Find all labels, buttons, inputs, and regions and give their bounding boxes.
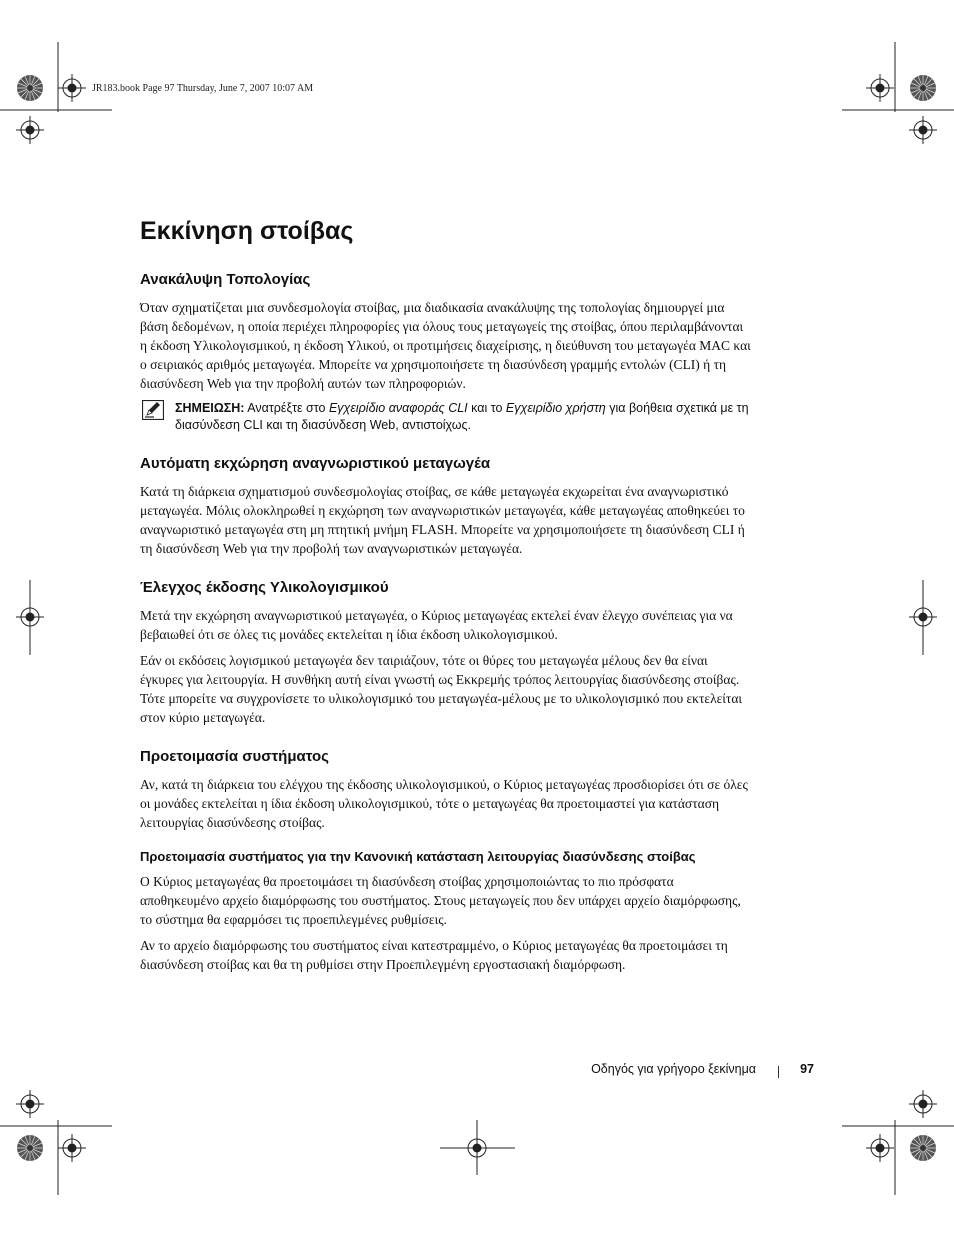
paragraph: Κατά τη διάρκεια σχηματισμού συνδεσμολογίας στοίβας, σε κάθε μεταγωγέα εκχωρείται ένα αναγνωριστικό μεταγωγέα. Μόλις ολοκληρωθεί η εκχώρηση των αναγνωριστικών μεταγωγέα, κάθε μεταγωγέας αποθηκεύει το αναγνωριστικό μεταγωγέα στη μη πτητική μνήμη FLASH. Μπορείτε να χρησιμοποιήσετε τη διασύνδεση CLI ή τη διασύνδεση Web για την προβολή των αναγνωριστικών μεταγωγέα.: [140, 484, 745, 556]
subsection-heading: Προετοιμασία συστήματος για την Κανονική κατάσταση λειτουργίας διασύνδεσης στοίβας: [140, 849, 696, 864]
section-heading: Αυτόματη εκχώρηση αναγνωριστικού μεταγωγέα: [140, 455, 491, 472]
paragraph: Μετά την εκχώρηση αναγνωριστικού μεταγωγέα, ο Κύριος μεταγωγέας εκτελεί έναν έλεγχο συνέπειας για να βεβαιωθεί ότι σε όλες τις μονάδες εκτελείται η ίδια έκδοση υλικολογισμικού.: [140, 608, 733, 642]
section-heading: Ανακάλυψη Τοπολογίας: [140, 271, 311, 288]
note-text-2: και το: [471, 401, 503, 415]
subsection-normal-mode: [140, 848, 752, 974]
page-footer: [560, 1062, 820, 1082]
paragraph: Εάν οι εκδόσεις λογισμικού μεταγωγέα δεν ταιριάζουν, τότε οι θύρες του μεταγωγέα μέλους δεν θα είναι έγκυρες για λειτουργία. Η συνθήκη αυτή είναι γνωστή ως Εκκρεμής τρόπος λειτουργίας διασύνδεσης στοίβας. Τότε μπορείτε να συγχρονίσετε το υλικολογισμικό του μεταγωγέα-μέλους με το υλικολογισμικό που εκτελείται στον κύριο μεταγωγέα.: [140, 653, 743, 725]
footer-separator: [778, 1066, 779, 1078]
paragraph: Όταν σχηματίζεται μια συνδεσμολογία στοίβας, μια διαδικασία ανακάλυψης της τοπολογίας δημιουργεί μια βάση δεδομένων, η οποία περιέχει πληροφορίες για όλους τους μεταγωγείς της στοίβας, όπου περιλαμβάνονται η έκδοση Υλικολογισμικού, η έκδοση Υλικού, οι προτιμήσεις διαχείρισης, η διεύθυνση του μεταγωγέα MAC και ο σειριακός αριθμός μεταγωγέα. Μπορείτε να χρησιμοποιήσετε τη διασύνδεση γραμμής εντολών (CLI) ή τη διασύνδεση Web για την προβολή αυτών των πληροφοριών.: [140, 300, 751, 391]
paragraph: Ο Κύριος μεταγωγέας θα προετοιμάσει τη διασύνδεση στοίβας χρησιμοποιώντας το πιο πρόσφατα αποθηκευμένο αρχείο διαμόρφωσης του συστήματος. Στους μεταγωγείς που δεν υπάρχει αρχείο διαμόρφωσης, το σύστημα θα εφαρμόσει τις προεπιλεγμένες ρυθμίσεις.: [140, 874, 741, 927]
section-system-prep: [140, 747, 752, 974]
page-title: Εκκίνηση στοίβας: [140, 217, 354, 245]
note-reference-user-guide: Εγχειρίδιο χρήστη: [505, 401, 606, 415]
print-slug: JR183.book Page 97 Thursday, June 7, 2007 10:07 AM: [92, 83, 314, 94]
note-label: ΣΗΜΕΙΩΣΗ:: [175, 401, 245, 415]
note-pencil-icon: [142, 400, 164, 420]
paragraph: Αν το αρχείο διαμόρφωσης του συστήματος είναι κατεστραμμένο, ο Κύριος μεταγωγέας θα προετοιμάσει τη διασύνδεση στοίβας και θα τη ρυθμίσει στην Προεπιλεγμένη εργοστασιακή διαμόρφωση.: [140, 938, 728, 972]
section-heading: Προετοιμασία συστήματος: [140, 748, 329, 765]
section-topology: [140, 270, 752, 434]
paragraph: Αν, κατά τη διάρκεια του ελέγχου της έκδοσης υλικολογισμικού, ο Κύριος μεταγωγέας προσδιορίσει ότι σε όλες οι μονάδες εκτελείται η ίδια έκδοση υλικολογισμικού, τότε ο μεταγωγέας θα προετοιμαστεί για κατάσταση λειτουργίας διασύνδεσης στοίβας.: [140, 777, 748, 830]
note-box: [140, 400, 752, 434]
section-firmware: [140, 578, 752, 727]
footer-title: Οδηγός για γρήγορο ξεκίνημα: [591, 1062, 756, 1076]
section-auto-id: [140, 454, 752, 558]
section-heading: Έλεγχος έκδοσης Υλικολογισμικού: [140, 579, 389, 596]
page-number: 97: [800, 1062, 814, 1076]
main-content: [140, 214, 752, 981]
note-text-1: Ανατρέξτε στο: [247, 401, 326, 415]
note-text: [175, 400, 752, 434]
note-text-3: για βοήθεια σχετικά με τη διασύνδεση CLI και τη διασύνδεση Web, αντιστοίχως.: [175, 401, 749, 432]
note-reference-cli: Εγχειρίδιο αναφοράς CLI: [328, 401, 468, 415]
